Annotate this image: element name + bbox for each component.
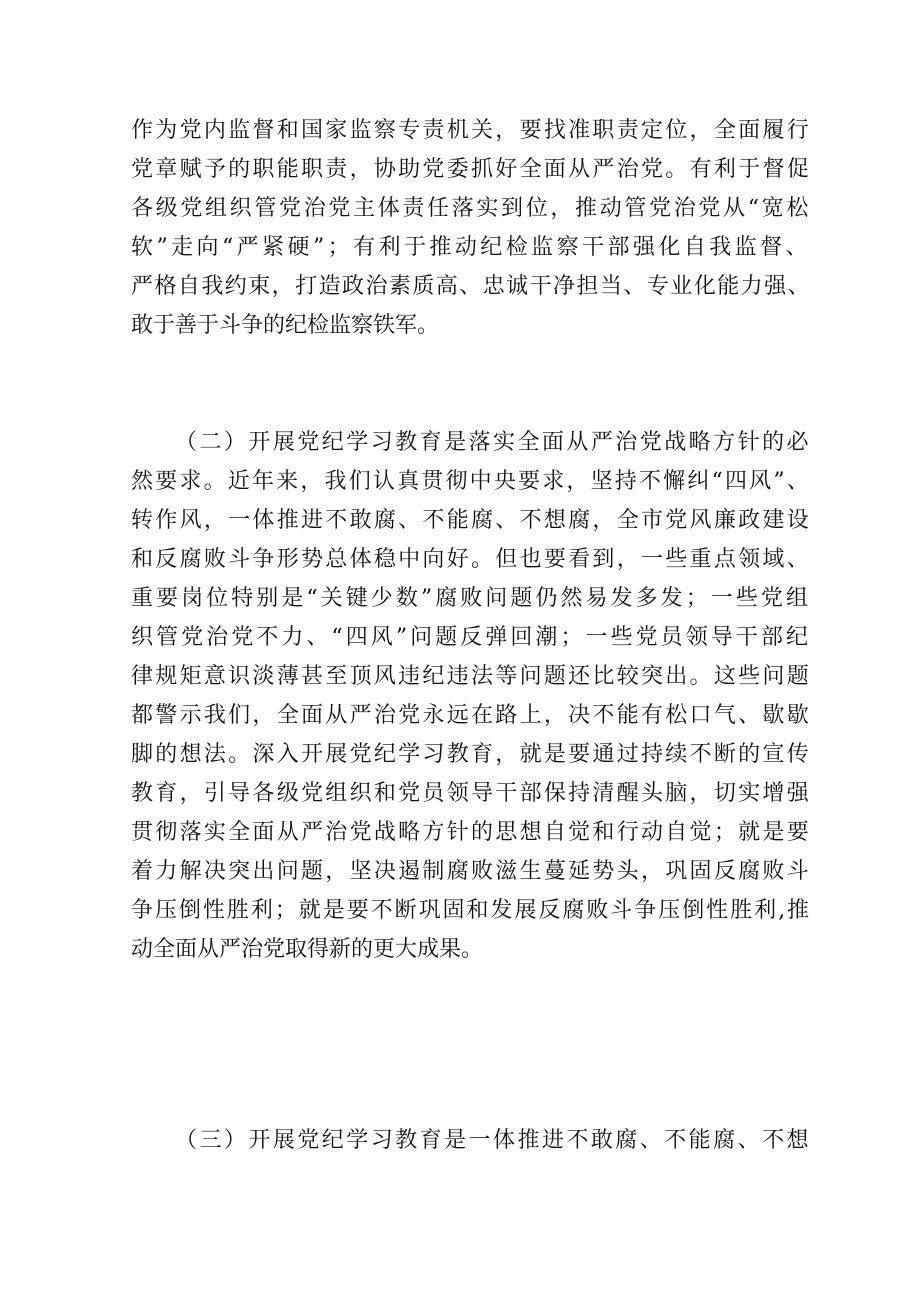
text-line: （二）开展党纪学习教育是落实全面从严治党战略方针的必 (175, 430, 811, 455)
text-line: 党章赋予的职能职责，协助党委抓好全面从严治党。有利于督促 (131, 157, 811, 182)
text-line: 贯彻落实全面从严治党战略方针的思想自觉和行动自觉；就是要 (131, 820, 811, 845)
text-line: 教育，引导各级党组织和党员领导干部保持清醒头脑，切实增强 (131, 781, 811, 806)
text-line: 各级党组织管党治党主体责任落实到位，推动管党治党从“宽松 (131, 196, 811, 221)
text-line: 律规矩意识淡薄甚至顶风违纪违法等问题还比较突出。这些问题 (131, 664, 811, 689)
paragraph-1 (131, 111, 811, 345)
text-line: 严格自我约束，打造政治素质高、忠诚干净担当、专业化能力强、 (131, 274, 811, 299)
text-line: 脚的想法。深入开展党纪学习教育，就是要通过持续不断的宣传 (131, 742, 811, 767)
text-line: 动全面从严治党取得新的更大成果。 (131, 937, 484, 962)
text-line: 重要岗位特别是“关键少数”腐败问题仍然易发多发；一些党组 (131, 586, 811, 611)
text-line: 和反腐败斗争形势总体稳中向好。但也要看到，一些重点领域、 (131, 547, 811, 572)
paragraph-3 (131, 1121, 811, 1160)
text-line: 敢于善于斗争的纪检监察铁军。 (131, 313, 440, 338)
text-line: 织管党治党不力、“四风”问题反弹回潮；一些党员领导干部纪 (131, 625, 811, 650)
text-line: 然要求。近年来，我们认真贯彻中央要求，坚持不懈纠“四风”、 (131, 469, 811, 494)
paragraph-2 (131, 423, 811, 969)
text-line: 作为党内监督和国家监察专责机关，要找准职责定位，全面履行 (131, 118, 811, 143)
text-line: 争压倒性胜利；就是要不断巩固和发展反腐败斗争压倒性胜利,推 (131, 898, 811, 923)
text-line: 转作风，一体推进不敢腐、不能腐、不想腐，全市党风廉政建设 (131, 508, 811, 533)
text-line: 软”走向“严紧硬”；有利于推动纪检监察干部强化自我监督、 (131, 235, 811, 260)
text-line: 着力解决突出问题，坚决遏制腐败滋生蔓延势头，巩固反腐败斗 (131, 859, 811, 884)
text-line: 都警示我们，全面从严治党永远在路上，决不能有松口气、歇歇 (131, 703, 811, 728)
text-line: （三）开展党纪学习教育是一体推进不敢腐、不能腐、不想 (175, 1128, 811, 1153)
